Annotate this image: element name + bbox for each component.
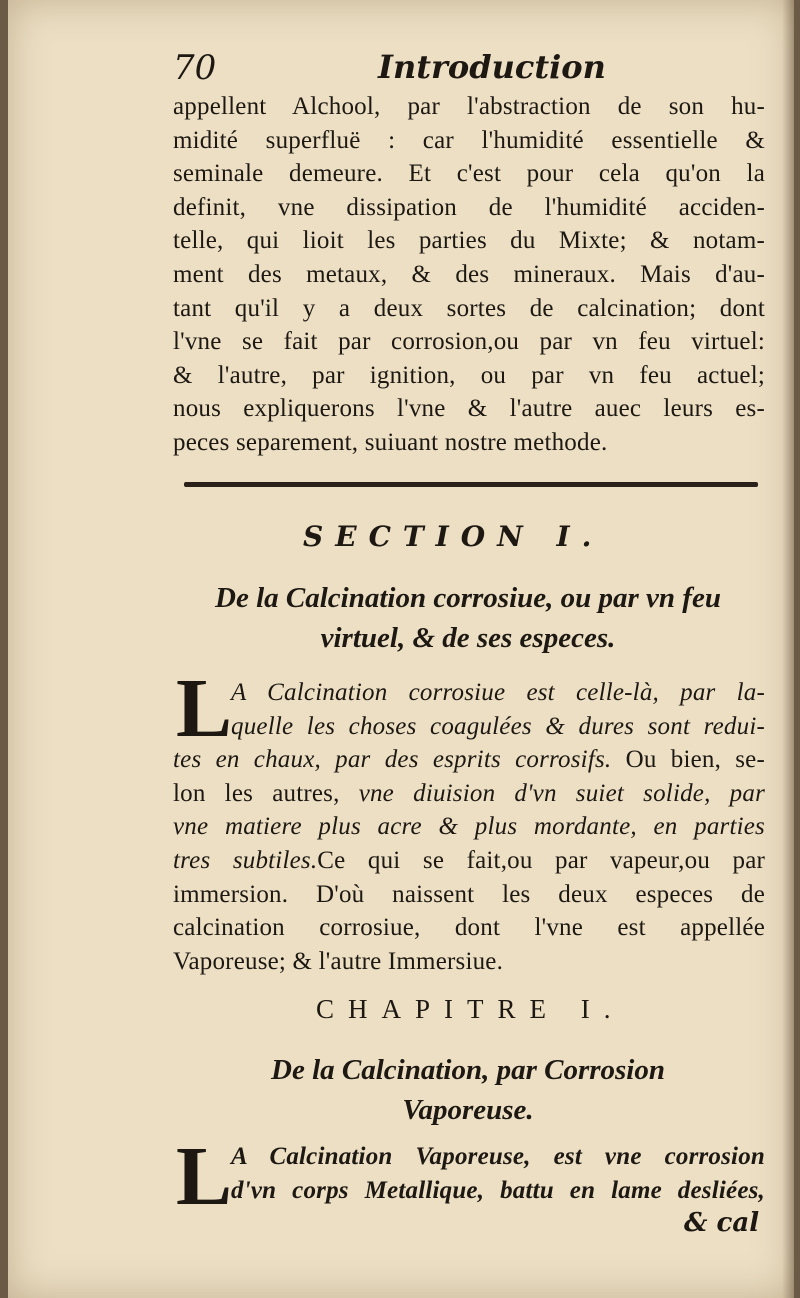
italic-run: tes en chaux, par des esprits corrosifs. <box>173 746 612 774</box>
text-line: calcination corrosiue, dont l'vne est appellée <box>173 914 765 942</box>
text-line: A Calcination Vaporeuse, est vne corrosion <box>231 1143 765 1170</box>
text-line <box>173 777 765 811</box>
text-line: telle, qui lioit les parties du Mixte; & notam- <box>173 227 765 255</box>
text-line: ment des metaux, & des mineraux. Mais d'au- <box>173 260 765 288</box>
text-line: A Calcination corrosiue est celle-là, par la- <box>231 679 765 706</box>
text-line: immersion. D'où naissent les deux especes de <box>173 880 765 908</box>
section-subtitle <box>168 578 768 658</box>
subtitle-line: virtuel, & de ses especes. <box>320 622 616 654</box>
italic-run: vne diuision d'vn suiet solide, par <box>358 779 765 807</box>
subtitle-line: Vaporeuse. <box>402 1094 534 1126</box>
book-page <box>8 0 794 1298</box>
subtitle-line: De la Calcination, par Corrosion <box>271 1054 665 1086</box>
text-line: quelle les choses coagulées & dures sont redui- <box>231 712 765 740</box>
roman-run: Ce qui se fait,ou par vapeur,ou par <box>317 846 766 874</box>
chapter-heading: CHAPITRE I. <box>316 994 625 1024</box>
italic-run: tres subtiles. <box>173 846 318 874</box>
definition-paragraph <box>173 662 766 978</box>
text-line: peces separement, suiuant nostre methode. <box>173 428 608 456</box>
text-line: appellent Alchool, par l'abstraction de son hu- <box>173 93 765 120</box>
page-edge-shadow <box>782 0 794 1298</box>
text-line: midité superfluë : car l'humidité essentielle & <box>173 126 765 154</box>
text-line: seminale demeure. Et c'est pour cela qu'on la <box>173 160 765 188</box>
chapter-paragraph <box>173 1140 765 1207</box>
text-line: Vaporeuse; & l'autre Immersiue. <box>173 947 504 975</box>
text-line: nous expliquerons l'vne & l'autre auec leurs es- <box>173 395 765 423</box>
roman-run: lon les autres, <box>173 779 359 807</box>
text-line: & l'autre, par ignition, ou par vn feu actuel; <box>173 361 765 389</box>
text-line <box>173 844 765 878</box>
catchword: & cal <box>684 1208 760 1238</box>
text-line: vne matiere plus acre & plus mordante, en parties <box>173 813 765 841</box>
subtitle-line: De la Calcination corrosiue, ou par vn feu <box>215 582 721 614</box>
page-number: 70 <box>173 48 217 88</box>
text-line: definit, vne dissipation de l'humidité acciden- <box>173 193 765 221</box>
text-line: d'vn corps Metallique, battu en lame desliées, <box>231 1176 765 1204</box>
text-line <box>173 743 765 777</box>
intro-paragraph <box>173 90 765 460</box>
section-divider-rule <box>184 482 758 487</box>
drop-cap: L <box>176 662 233 755</box>
roman-run: Ou bien, se- <box>611 746 765 774</box>
text-line: tant qu'il y a deux sortes de calcination; dont <box>173 294 765 322</box>
chapter-subtitle <box>168 1050 768 1130</box>
page-header <box>173 46 753 92</box>
section-heading: SECTION I. <box>303 520 604 553</box>
text-line: l'vne se fait par corrosion,ou par vn feu virtuel: <box>173 328 765 356</box>
running-title: Introduction <box>378 48 606 86</box>
drop-cap: L <box>176 1130 233 1223</box>
